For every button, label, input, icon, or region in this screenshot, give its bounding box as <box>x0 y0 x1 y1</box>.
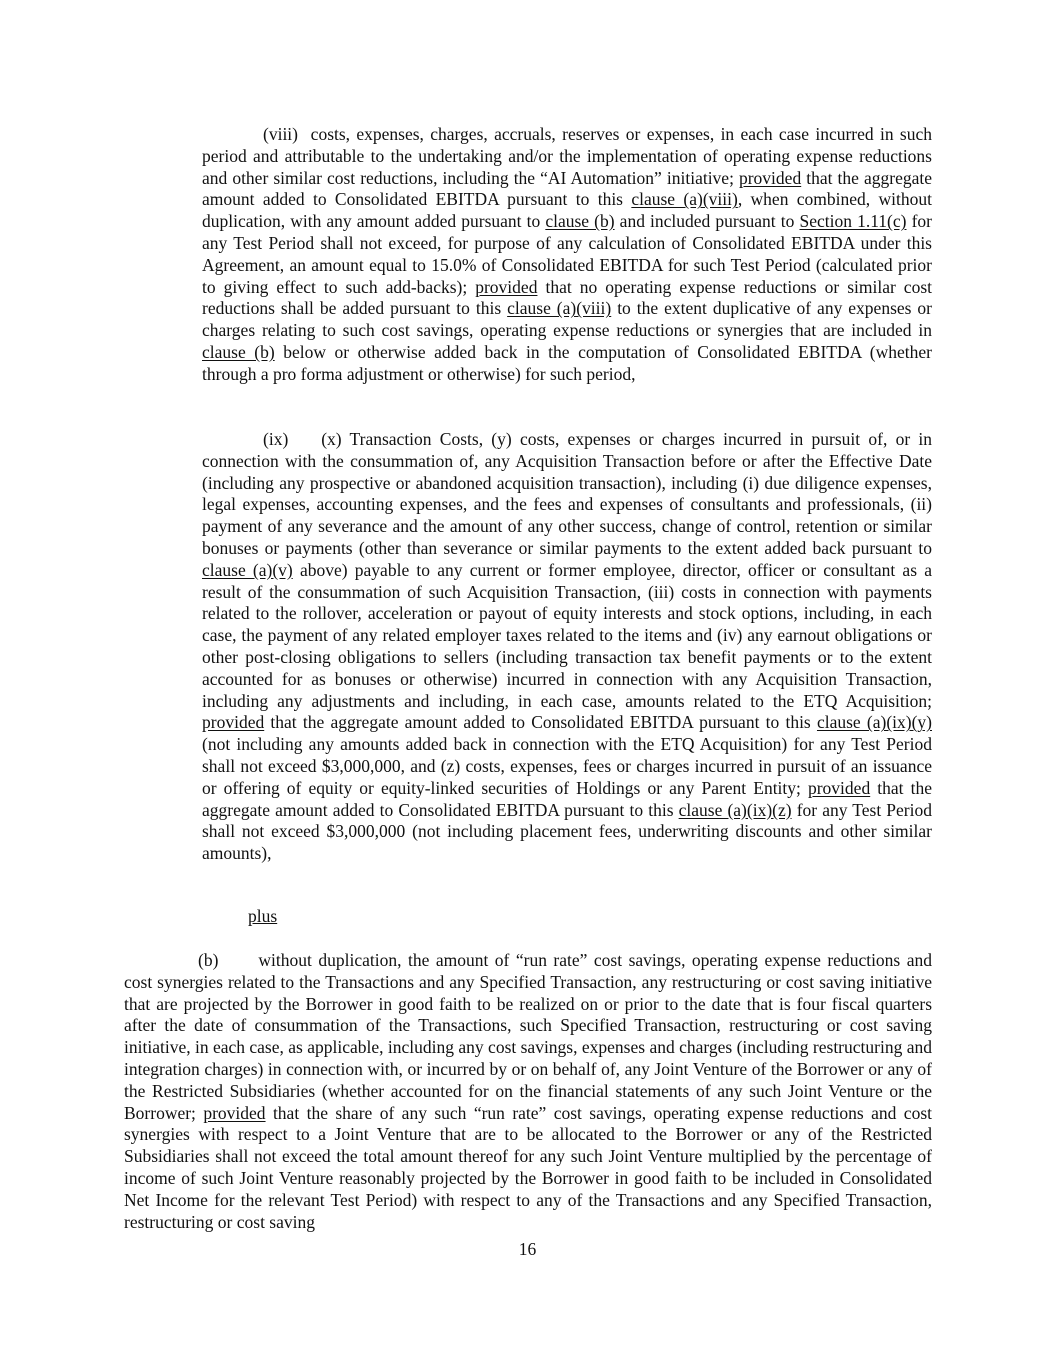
cross-reference: clause (a)(viii) <box>631 189 738 210</box>
cross-reference: Section 1.11(c) <box>799 211 907 232</box>
clause-marker: (ix) <box>263 429 289 449</box>
defined-term: provided <box>475 276 538 297</box>
plus-connector: plus <box>248 906 278 926</box>
page-number: 16 <box>518 1239 537 1259</box>
cross-reference: clause (a)(viii) <box>507 298 612 319</box>
paragraph-clause-b: (b) without duplication, the amount of “run rate” cost savings, operating expense reductions and cost synergies related to the Transactions and any Specified Transaction, any restructuring or cost saving initiative that are projected by the Borrower in good faith to be realized on or prior to the date that is four fiscal quarters after the date of consummation of the Transactions, such Specified Transaction, restructuring or cost saving initiative, in each case, as applicable, including any cost savings, expenses and charges (including restructuring and integration charges) in connection with, or incurred by or on behalf of, any Joint Venture of the Borrower or any of the Restricted Subsidiaries (whether accounted for on the financial statements of any such Joint Venture or the Borrower; provided that the share of any such “run rate” cost savings, operating expense reductions and cost synergies with respect to a Joint Venture that are to be allocated to the Borrower or any of the Restricted Subsidiaries shall not exceed the total amount thereof for any such Joint Venture multiplied by the percentage of income of such Joint Venture reasonably projected by the Borrower in good faith to be included in Consolidated Net Income for the relevant Test Period) with respect to any of the Transactions and any Specified Transaction, restructuring or cost saving <box>124 950 932 1232</box>
clause-marker: (viii) <box>263 124 298 144</box>
cross-reference: clause (a)(ix)(y) <box>816 712 932 733</box>
defined-term: provided <box>738 167 802 188</box>
defined-term: provided <box>203 1102 266 1123</box>
defined-term: provided <box>807 777 871 798</box>
cross-reference: clause (b) <box>202 341 275 362</box>
paragraph-clause-ix: (ix) (x) Transaction Costs, (y) costs, expenses or charges incurred in pursuit of, or in connection with the consummation of, any Acquisition Transaction before or after the Effective Date (including any prospective or abandoned acquisition transaction), including (i) due diligence expenses, legal expenses, accounting expenses, and the fees and expenses of consultants and professionals, (ii) payment of any severance and the amount of any other success, change of control, retention or similar bonuses or payments (other than severance or similar payments to the extent added back pursuant to clause (a)(v) above) payable to any current or former employee, director, officer or consultant as a result of the consummation of such Acquisition Transaction, (iii) costs in connection with payments related to the rollover, acceleration or payout of equity interests and stock options, including, in each case, the payment of any related employer taxes related to the items and (iv) any earnout obligations or other post-closing obligations to sellers (including transaction tax benefit payments or to the extent accounted for as bonuses or otherwise) incurred in connection with any Acquisition Transaction, including any adjustments and including, in each case, amounts related to the ETQ Acquisition; provided that the aggregate amount added to Consolidated EBITDA pursuant to this clause (a)(ix)(y) (not including any amounts added back in connection with the ETQ Acquisition) for any Test Period shall not exceed $3,000,000, and (z) costs, expenses, fees or charges incurred in pursuit of an issuance or offering of equity or equity-linked securities of Holdings or any Parent Entity; provided that the aggregate amount added to Consolidated EBITDA pursuant to this clause (a)(ix)(z) for any Test Period shall not exceed $3,000,000 (not including placement fees, underwriting discounts and other similar amounts), <box>202 429 932 864</box>
cross-reference: clause (b) <box>545 211 615 232</box>
paragraph-clause-viii: (viii) costs, expenses, charges, accruals, reserves or expenses, in each case incurred in such period and attributable to the undertaking and/or the implementation of operating expense reductions and other similar cost reductions, including the “AI Automation” initiative; provided that the aggregate amount added to Consolidated EBITDA pursuant to this clause (a)(viii), when combined, without duplication, with any amount added pursuant to clause (b) and included pursuant to Section 1.11(c) for any Test Period shall not exceed, for purpose of any calculation of Consolidated EBITDA under this Agreement, an amount equal to 15.0% of Consolidated EBITDA for such Test Period (calculated prior to giving effect to such add-backs); provided that no operating expense reductions or similar cost reductions shall be added pursuant to this clause (a)(viii) to the extent duplicative of any expenses or charges relating to such cost savings, operating expense reductions or synergies that are included in clause (b) below or otherwise added back in the computation of Consolidated EBITDA (whether through a pro forma adjustment or otherwise) for such period, <box>202 124 933 384</box>
clause-marker: (b) <box>198 950 219 970</box>
cross-reference: clause (a)(ix)(z) <box>678 799 792 820</box>
defined-term: provided <box>202 712 265 733</box>
cross-reference: clause (a)(v) <box>202 559 293 580</box>
